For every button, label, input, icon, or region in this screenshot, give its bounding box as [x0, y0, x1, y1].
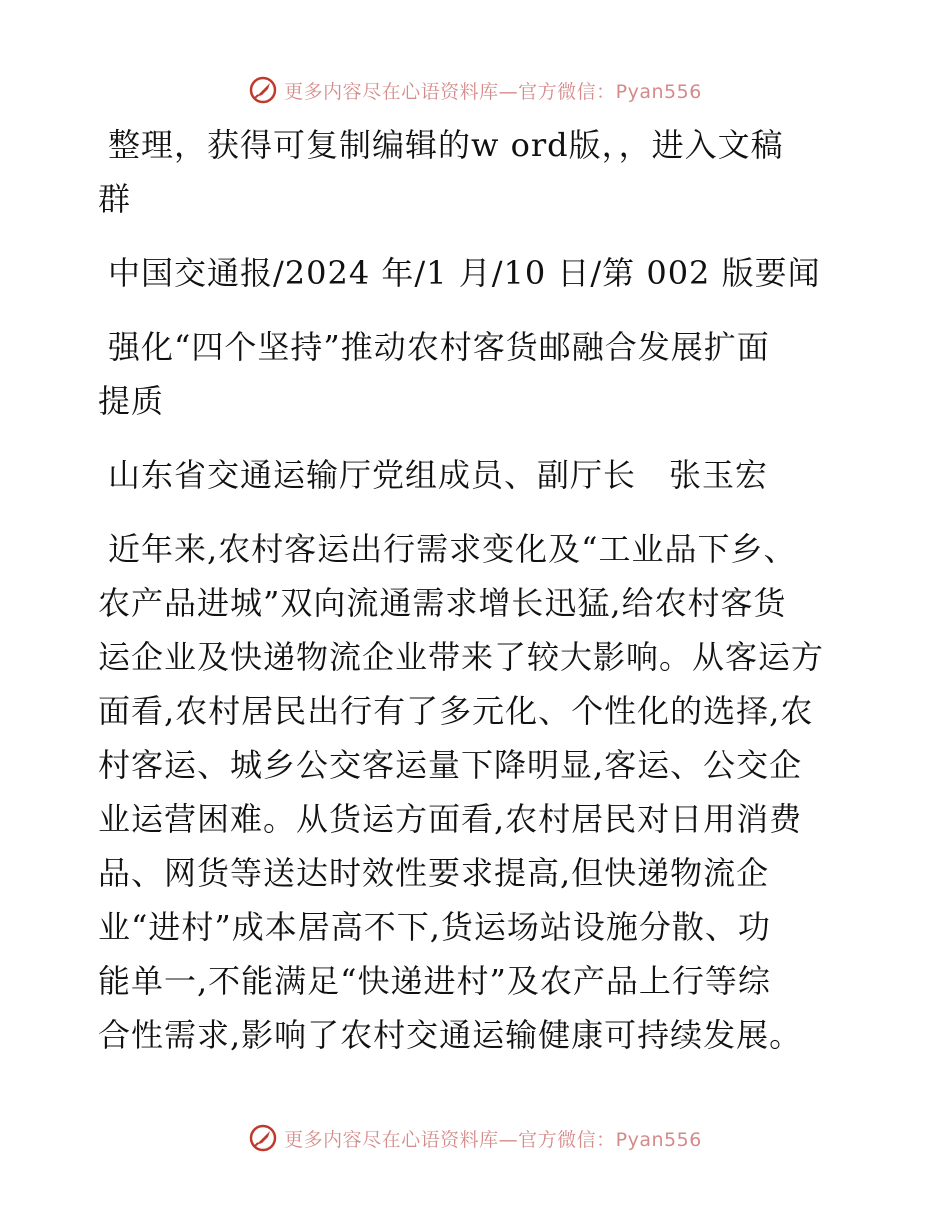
body-line: 近年来,农村客运出行需求变化及“工业品下乡、 — [108, 530, 797, 568]
header-watermark — [0, 70, 950, 110]
intro-line: 整理，获得可复制编辑的w ord版，，进入文稿 — [108, 126, 784, 164]
body-line: 业运营困难。从货运方面看,农村居民对日用消费 — [98, 800, 803, 838]
source-line: 中国交通报/2024 年/1 月/10 日/第 002 版要闻 — [108, 254, 821, 292]
body-line: 品、网货等送达时效性要求提高,但快递物流企 — [98, 854, 770, 892]
body-line: 村客运、城乡公交客运量下降明显,客运、公交企 — [98, 746, 803, 784]
watermark-text: 更多内容尽在心语资料库—官方微信：Pyan556 — [284, 80, 702, 103]
author-line: 山东省交通运输厅党组成员、副厅长 张玉宏 — [108, 456, 769, 494]
quill-logo-icon — [248, 1123, 278, 1153]
body-line: 农产品进城”双向流通需求增长迅猛,给农村客货 — [98, 584, 787, 622]
article-title: 强化“四个坚持”推动农村客货邮融合发展扩面 — [108, 328, 770, 366]
watermark-text: 更多内容尽在心语资料库—官方微信：Pyan556 — [284, 1128, 702, 1151]
body-line: 合性需求,影响了农村交通运输健康可持续发展。 — [98, 1016, 803, 1054]
intro-line-cont: 群 — [98, 180, 132, 218]
footer-watermark — [0, 1118, 950, 1158]
body-line: 运企业及快递物流企业带来了较大影响。从客运方 — [98, 638, 825, 676]
document-body — [98, 118, 858, 1062]
article-title-cont: 提质 — [98, 382, 165, 420]
quill-logo-icon — [248, 75, 278, 105]
body-line: 业“进村”成本居高不下,货运场站设施分散、功 — [98, 908, 771, 946]
body-line: 面看,农村居民出行有了多元化、个性化的选择,农 — [98, 692, 814, 730]
body-line: 能单一,不能满足“快递进村”及农产品上行等综 — [98, 962, 771, 1000]
